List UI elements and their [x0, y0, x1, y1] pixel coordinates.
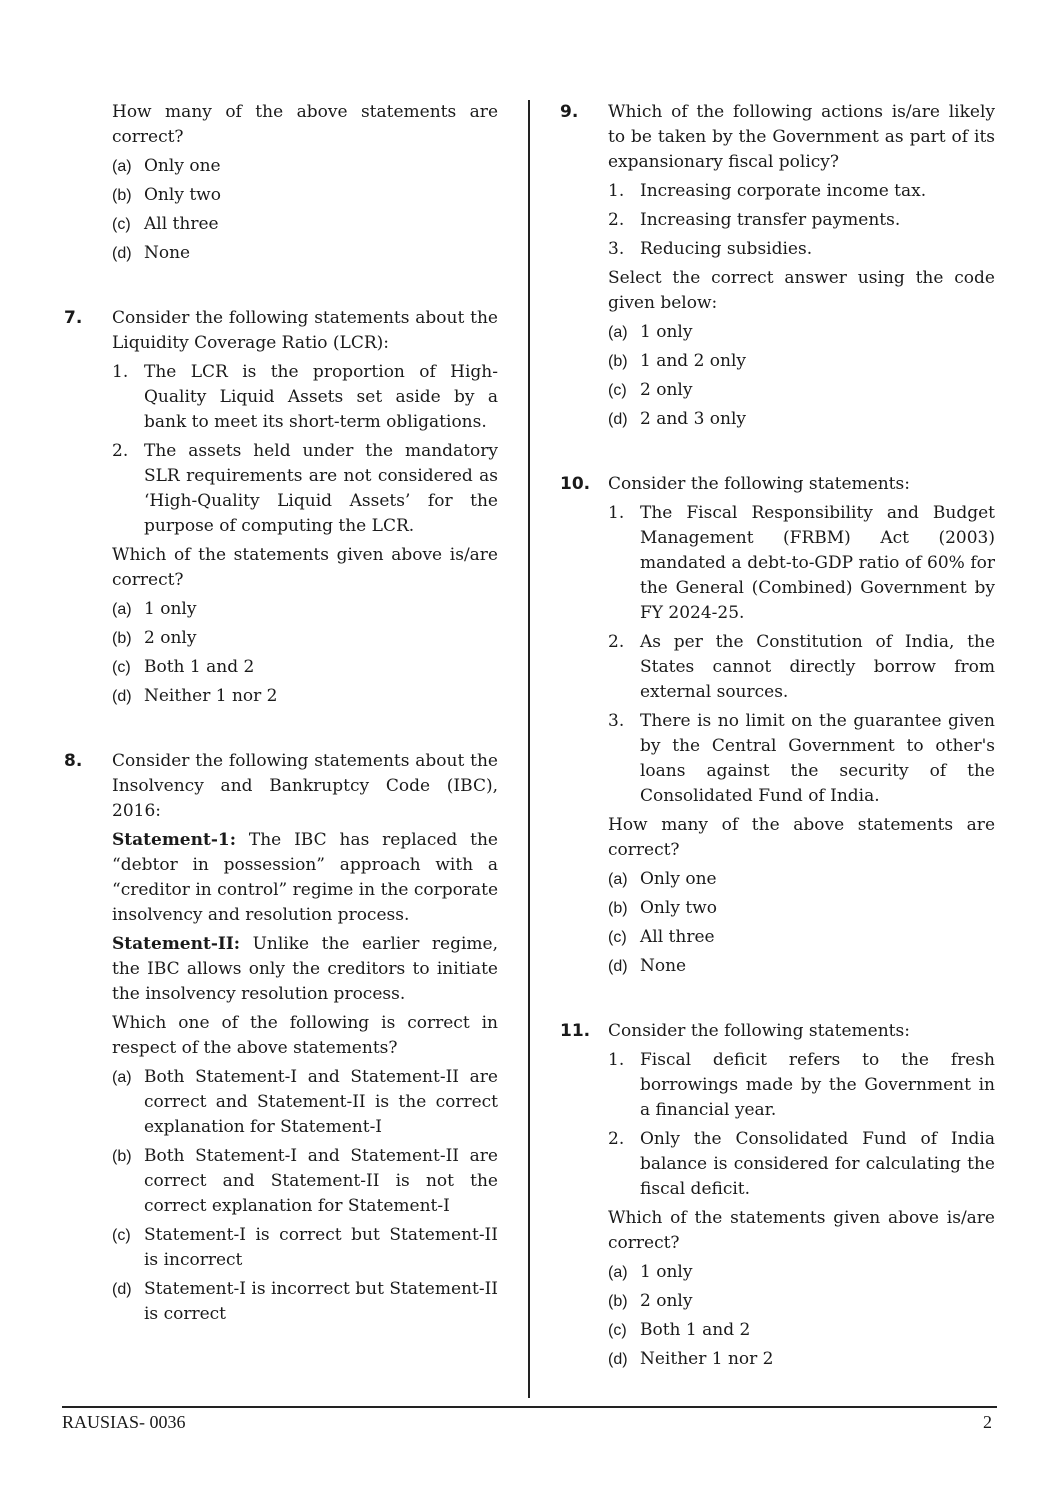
statement-1: 1. Increasing corporate income tax.: [608, 181, 927, 201]
question-number: 11.: [560, 1021, 591, 1041]
statement-2: 2. The assets held under the mandatory SLR requirements are not considered as ‘High-Quality Liquid Assets’ for the purpose of computing the LCR.: [112, 441, 498, 536]
option-d: (d) None: [608, 956, 687, 976]
statement-2-label: Statement-II:: [112, 934, 241, 954]
option-b: (b) Only two: [608, 898, 717, 918]
option-c: (c) All three: [608, 927, 715, 947]
question-intro: Consider the following statements about the Insolvency and Bankruptcy Code (IBC), 2016:: [112, 751, 498, 821]
question-prompt: Select the correct answer using the code given below:: [608, 268, 995, 313]
option-d: (d) Neither 1 nor 2: [608, 1349, 774, 1369]
question-number: 7.: [64, 308, 83, 328]
question-prompt: Which one of the following is correct in respect of the above statements?: [112, 1013, 498, 1058]
question-number: 8.: [64, 751, 83, 771]
option-d: (d) None: [112, 243, 191, 263]
option-b: (b) 2 only: [608, 1291, 693, 1311]
option-b: (b) 2 only: [112, 628, 197, 648]
question-intro: Consider the following statements:: [608, 474, 910, 494]
question-prompt: How many of the above statements are correct?: [112, 102, 498, 147]
statement-2: Statement-II: Unlike the earlier regime, the IBC allows only the creditors to initiate the insolvency resolution process.: [112, 934, 498, 1004]
option-b: (b) Only two: [112, 185, 221, 205]
question-9: [558, 100, 995, 432]
question-6-continuation: [62, 100, 498, 266]
question-11: [558, 1019, 995, 1372]
option-a: (a) 1 only: [608, 1262, 693, 1282]
option-c: (c) Both 1 and 2: [608, 1320, 751, 1340]
option-d: (d) Neither 1 nor 2: [112, 686, 278, 706]
question-prompt: Which of the statements given above is/are correct?: [608, 1208, 995, 1253]
question-prompt: How many of the above statements are correct?: [608, 815, 995, 860]
question-prompt: Which of the statements given above is/are correct?: [112, 545, 498, 590]
statement-1: Statement-1: The IBC has replaced the “debtor in possession” approach with a “creditor in control” regime in the corporate insolvency and resolution process.: [112, 830, 498, 925]
statement-2: 2. Only the Consolidated Fund of India balance is considered for calculating the fiscal deficit.: [608, 1129, 995, 1199]
question-8: [62, 749, 498, 1327]
question-10: [558, 472, 995, 979]
footer-code: RAUSIAS- 0036: [62, 1412, 186, 1432]
option-a: (a) Only one: [608, 869, 717, 889]
statement-1: 1. The LCR is the proportion of High-Quality Liquid Assets set aside by a bank to meet its short-term obligations.: [112, 362, 498, 432]
question-7: [62, 306, 498, 709]
question-number: 9.: [560, 102, 579, 122]
statement-1-label: Statement-1:: [112, 830, 236, 850]
question-number: 10.: [560, 474, 591, 494]
right-column: [558, 100, 995, 1412]
statement-1: 1. Fiscal deficit refers to the fresh borrowings made by the Government in a financial year.: [608, 1050, 995, 1120]
option-b: (b) Both Statement-I and Statement-II are correct and Statement-II is not the correct explanation for Statement-I: [112, 1146, 498, 1216]
question-intro: Consider the following statements:: [608, 1021, 910, 1041]
page-number: 2: [983, 1412, 992, 1432]
option-c: (c) All three: [112, 214, 219, 234]
option-c: (c) Both 1 and 2: [112, 657, 255, 677]
option-d: (d) Statement-I is incorrect but Statement-II is correct: [112, 1279, 498, 1324]
option-d: (d) 2 and 3 only: [608, 409, 747, 429]
option-c: (c) Statement-I is correct but Statement-II is incorrect: [112, 1225, 498, 1270]
option-a: (a) Both Statement-I and Statement-II are correct and Statement-II is the correct explanation for Statement-I: [112, 1067, 498, 1137]
statement-1: 1. The Fiscal Responsibility and Budget Management (FRBM) Act (2003) mandated a debt-to-GDP ratio of 60% for the General (Combined) Government by FY 2024-25.: [608, 503, 995, 623]
option-a: (a) 1 only: [608, 322, 693, 342]
statement-2: 2. Increasing transfer payments.: [608, 210, 901, 230]
statement-2: 2. As per the Constitution of India, the States cannot directly borrow from external sources.: [608, 632, 995, 702]
option-c: (c) 2 only: [608, 380, 693, 400]
option-a: (a) 1 only: [112, 599, 197, 619]
column-divider: [528, 100, 530, 1398]
question-intro: Consider the following statements about the Liquidity Coverage Ratio (LCR):: [112, 308, 498, 353]
statement-3: 3. There is no limit on the guarantee given by the Central Government to other's loans against the security of the Consolidated Fund of India.: [608, 711, 995, 806]
footer-rule: [62, 1406, 997, 1408]
option-a: (a) Only one: [112, 156, 221, 176]
statement-3: 3. Reducing subsidies.: [608, 239, 813, 259]
left-column: [62, 100, 498, 1367]
question-intro: Which of the following actions is/are likely to be taken by the Government as part of its expansionary fiscal policy?: [608, 102, 995, 172]
option-b: (b) 1 and 2 only: [608, 351, 747, 371]
